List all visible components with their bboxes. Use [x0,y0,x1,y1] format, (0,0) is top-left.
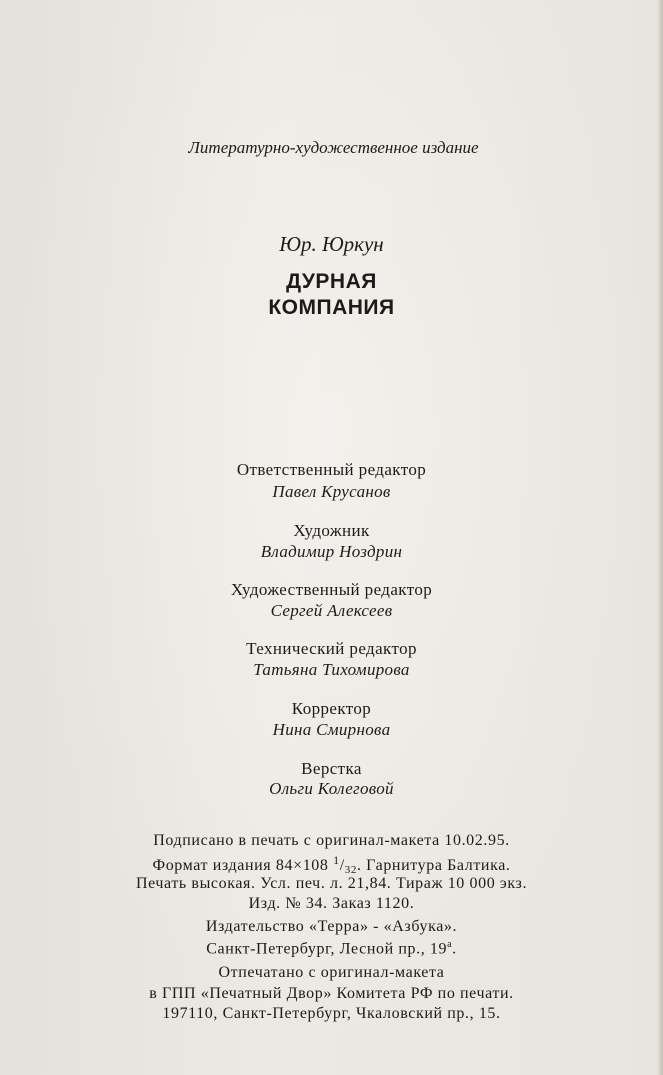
imprint-signed: Подписано в печать с оригинал-макета 10.02.95. [153,832,510,849]
book-title-line-2: КОМПАНИЯ [268,296,395,319]
author-name: Юр. Юркун [279,232,384,256]
imprint-format: Формат издания 84×108 $^1$/32. Гарнитура Балтика. [152,853,511,876]
imprint-address-sup: а [447,939,453,950]
credit-role-responsible-editor: Ответственный редактор [236,460,427,479]
imprint-printed-line-1: Отпечатано с оригинал-макета [218,964,445,981]
edition-type: Литературно-художественное издание [188,138,479,157]
imprint-address-prefix: Санкт-Петербург, Лесной пр., 19 [206,940,448,958]
imprint-format-prefix: Формат издания 84×108 [152,857,329,874]
imprint-address-suffix: . [452,940,457,958]
book-title-line-1: ДУРНАЯ [286,270,377,293]
credit-person-layout: Ольги Колеговой [269,779,394,798]
credit-role-artist: Художник [293,521,370,540]
credit-person-art-editor: Сергей Алексеев [270,601,393,620]
credit-role-technical-editor: Технический редактор [246,639,417,658]
credit-person-artist: Владимир Ноздрин [260,542,403,561]
imprint-print: Печать высокая. Усл. печ. л. 21,84. Тираж 10 000 экз. [135,875,528,892]
credit-role-art-editor: Художественный редактор [230,580,433,599]
imprint-format-fraction-denominator: 32 [344,864,357,876]
imprint-format-fraction-numerator: 1 [333,853,340,867]
credit-person-responsible-editor: Павел Крусанов [272,482,391,501]
imprint-format-suffix: . Гарнитура Балтика. [356,857,511,874]
imprint-printed-line-2: в ГПП «Печатный Двор» Комитета РФ по печати. [149,985,514,1002]
credit-person-technical-editor: Татьяна Тихомирова [253,660,410,679]
credit-role-layout: Верстка [301,759,362,778]
imprint-printed-line-3: 197110, Санкт-Петербург, Чкаловский пр., 15. [162,1005,501,1022]
imprint-address [0,939,663,958]
imprint-order: Изд. № 34. Заказ 1120. [248,895,415,912]
credit-person-proofreader: Нина Смирнова [272,720,391,739]
credit-role-proofreader: Корректор [291,699,372,718]
imprint-publisher: Издательство «Терра» - «Азбука». [205,918,458,935]
